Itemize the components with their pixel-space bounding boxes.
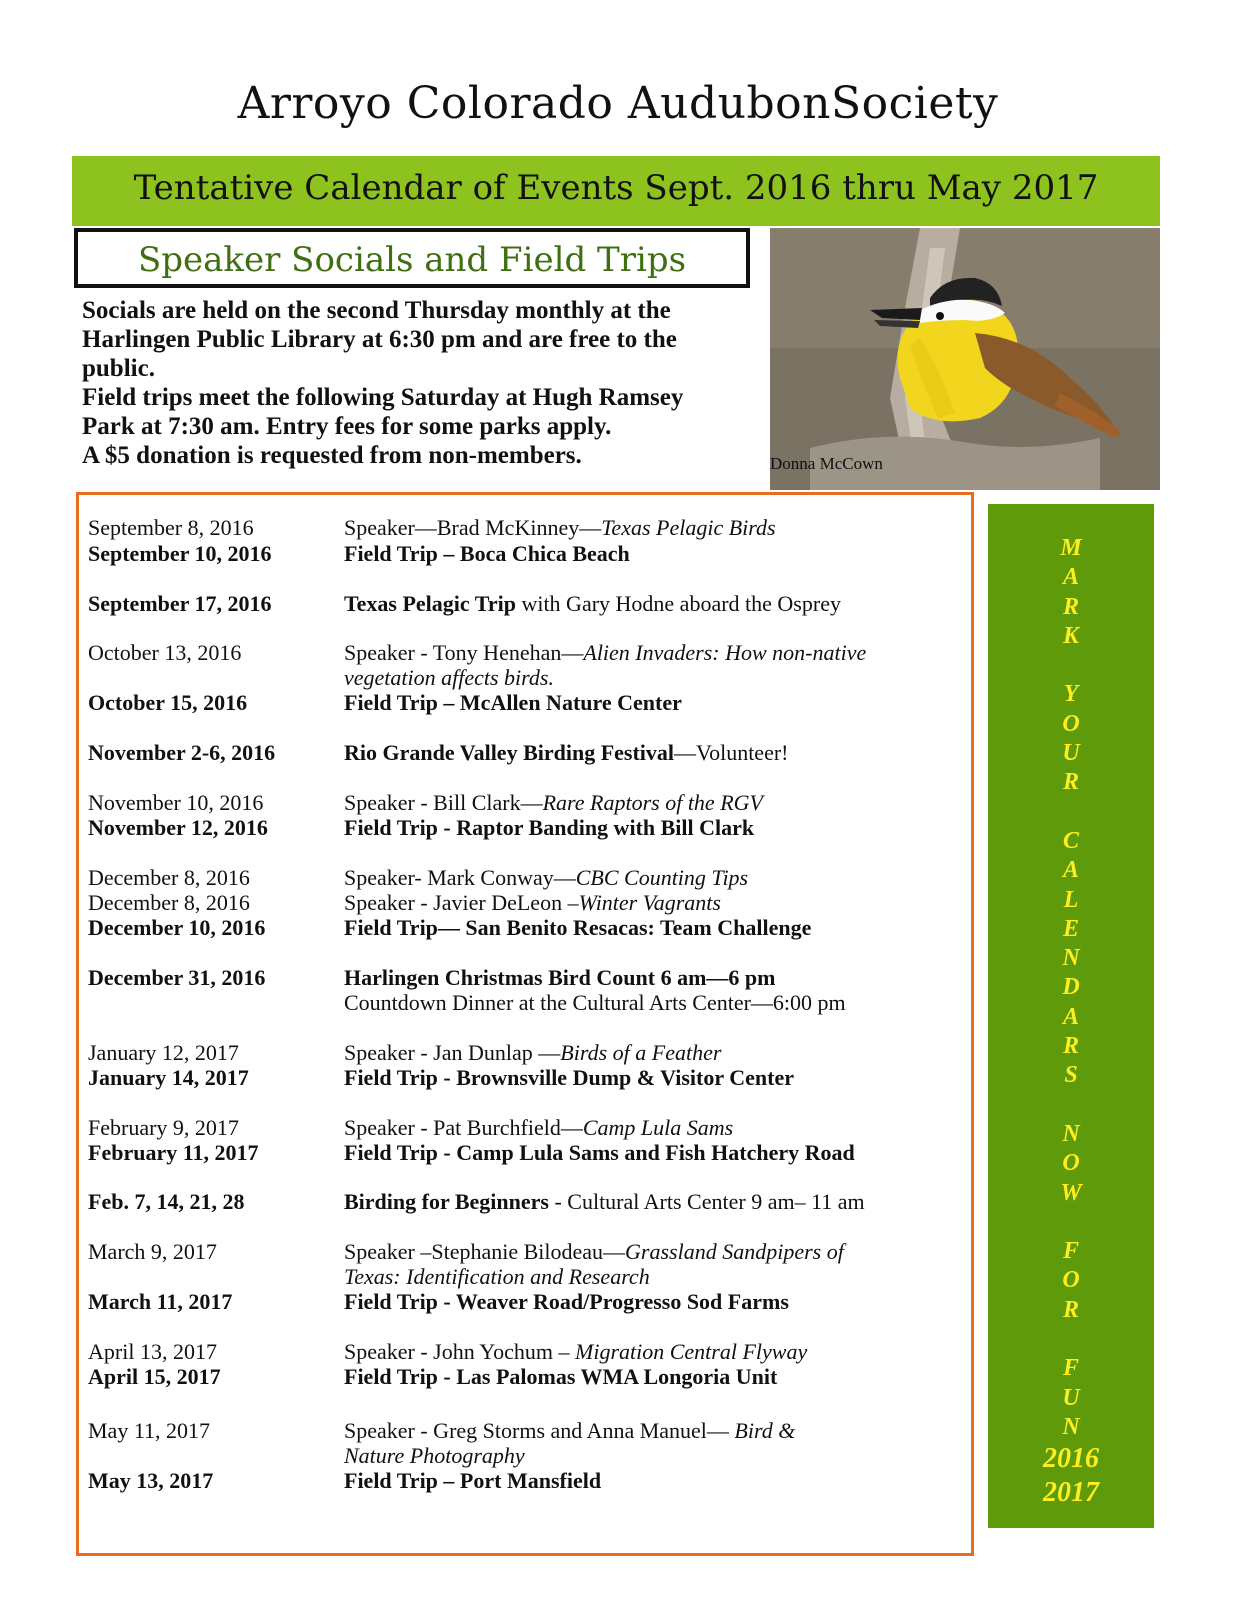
speaker-name: Speaker - Javier DeLeon – — [344, 890, 579, 915]
section-title-box — [74, 228, 750, 288]
sidebar-letter: O — [1062, 710, 1080, 737]
talk-title: Camp Lula Sams — [582, 1115, 734, 1140]
sidebar-spacer — [988, 651, 1154, 680]
sidebar-spacer — [988, 1091, 1154, 1120]
sidebar-letter: Y — [1063, 681, 1079, 708]
event-description: Field Trip - Camp Lula Sams and Fish Hatchery Road — [344, 1140, 855, 1165]
speaker-name: Speaker- Mark Conway— — [344, 865, 576, 890]
sidebar-spacer — [988, 1325, 1154, 1354]
intro-line: Park at 7:30 am. Entry fees for some parks apply. — [82, 413, 612, 440]
talk-title-continued: Texas: Identification and Research — [344, 1264, 650, 1289]
event-description — [344, 1115, 733, 1140]
talk-title: Alien Invaders: How non-native — [583, 640, 867, 665]
event-description — [344, 1339, 807, 1364]
event-date: January 14, 2017 — [88, 1065, 249, 1090]
speaker-name: Speaker - John Yochum – — [344, 1339, 575, 1364]
event-description — [344, 890, 721, 915]
event-description: Field Trip - Brownsville Dump & Visitor Center — [344, 1065, 794, 1090]
event-description: Field Trip – McAllen Nature Center — [344, 690, 682, 715]
sidebar-letter: A — [1062, 1003, 1079, 1030]
intro-line: Harlingen Public Library at 6:30 pm and are free to the — [82, 326, 677, 353]
talk-title: Birds of a Feather — [560, 1040, 722, 1065]
sidebar-letter: E — [1062, 915, 1079, 942]
talk-title: Migration Central Flyway — [575, 1339, 808, 1364]
event-date: Feb. 7, 14, 21, 28 — [88, 1189, 245, 1214]
event-date: December 8, 2016 — [88, 865, 250, 890]
sidebar-spacer — [988, 798, 1154, 827]
sidebar-letter: A — [1062, 564, 1079, 591]
event-date: March 11, 2017 — [88, 1289, 233, 1314]
event-date: November 10, 2016 — [88, 790, 264, 815]
sidebar-letter: K — [1062, 622, 1079, 649]
sidebar-letter: R — [1062, 593, 1079, 620]
event-date: December 31, 2016 — [88, 965, 266, 990]
event-date: April 13, 2017 — [88, 1339, 217, 1364]
event-detail: —Volunteer! — [674, 740, 789, 765]
event-date: January 12, 2017 — [88, 1040, 239, 1065]
event-detail: Countdown Dinner at the Cultural Arts Center—6:00 pm — [344, 990, 846, 1015]
speaker-name: Speaker –Stephanie Bilodeau— — [344, 1239, 626, 1264]
sidebar-letter: M — [1060, 535, 1082, 561]
sidebar-vertical-text — [988, 534, 1154, 1442]
event-description — [344, 1040, 721, 1065]
event-description: Field Trip - Weaver Road/Progresso Sod Farms — [344, 1289, 789, 1314]
event-date: November 12, 2016 — [88, 815, 268, 840]
intro-line: public. — [82, 355, 155, 382]
sidebar-letter: A — [1062, 857, 1079, 884]
talk-title: Winter Vagrants — [578, 890, 721, 915]
sidebar-letter: N — [1062, 945, 1080, 972]
event-name: Texas Pelagic Trip — [344, 591, 516, 616]
event-description — [344, 1418, 795, 1443]
event-name: Rio Grande Valley Birding Festival — [344, 740, 675, 765]
event-detail: with Gary Hodne aboard the Osprey — [515, 591, 841, 616]
speaker-name: Speaker - Greg Storms and Anna Manuel— — [344, 1418, 735, 1443]
event-date: October 15, 2016 — [88, 690, 248, 715]
sidebar-years — [988, 1442, 1154, 1510]
intro-line: Socials are held on the second Thursday monthly at the — [82, 297, 671, 324]
event-description: Harlingen Christmas Bird Count 6 am—6 pm — [344, 965, 776, 990]
event-date: May 13, 2017 — [88, 1468, 214, 1493]
event-date: December 8, 2016 — [88, 890, 250, 915]
banner-text: Tentative Calendar of Events Sept. 2016 thru May 2017 — [133, 168, 1099, 208]
sidebar-letter: N — [1062, 1413, 1080, 1440]
mark-calendars-sidebar — [988, 504, 1154, 1528]
speaker-name: Speaker - Pat Burchfield— — [344, 1115, 583, 1140]
event-date: October 13, 2016 — [88, 640, 242, 665]
sidebar-letter: D — [1062, 974, 1080, 1001]
event-date: February 11, 2017 — [88, 1140, 259, 1165]
calendar-banner — [72, 156, 1160, 226]
speaker-name: Speaker - Bill Clark— — [344, 790, 543, 815]
sidebar-spacer — [988, 1208, 1154, 1237]
organization-title: Arroyo Colorado AudubonSociety — [237, 78, 999, 129]
sidebar-letter: R — [1062, 1296, 1079, 1323]
event-date: April 15, 2017 — [88, 1364, 221, 1389]
event-date: September 10, 2016 — [88, 541, 272, 566]
sidebar-letter: O — [1062, 1150, 1080, 1177]
speaker-name: Speaker—Brad McKinney— — [344, 515, 602, 540]
event-description — [344, 1189, 865, 1214]
sidebar-letter: L — [1063, 886, 1079, 913]
photo-credit: Donna McCown — [770, 454, 883, 473]
talk-title: Bird & — [734, 1418, 796, 1443]
event-description — [344, 640, 866, 665]
sidebar-year: 2017 — [1043, 1477, 1099, 1508]
section-title: Speaker Socials and Field Trips — [137, 240, 687, 280]
event-date: May 11, 2017 — [88, 1418, 211, 1443]
speaker-name: Speaker - Jan Dunlap — — [344, 1040, 561, 1065]
talk-title-continued: Nature Photography — [344, 1443, 525, 1468]
event-description: Field Trip - Las Palomas WMA Longoria Unit — [344, 1364, 778, 1389]
kiskadee-photo — [770, 228, 1160, 490]
talk-title: Rare Raptors of the RGV — [542, 790, 763, 815]
speaker-name: Speaker - Tony Henehan— — [344, 640, 584, 665]
sidebar-letter: O — [1062, 1267, 1080, 1294]
talk-title: Grassland Sandpipers of — [625, 1239, 844, 1264]
sidebar-letter: S — [1064, 1062, 1078, 1089]
event-description: Field Trip— San Benito Resacas: Team Challenge — [344, 915, 812, 940]
sidebar-letter: R — [1062, 769, 1079, 796]
bird-illustration — [770, 228, 1160, 490]
sidebar-letter: R — [1062, 1033, 1079, 1060]
event-description — [344, 1239, 844, 1264]
sidebar-letter: W — [1060, 1179, 1082, 1206]
sidebar-letter: U — [1062, 740, 1080, 767]
sidebar-letter: C — [1062, 827, 1079, 854]
sidebar-letter: U — [1062, 1384, 1080, 1411]
intro-line: A $5 donation is requested from non-members. — [82, 442, 582, 469]
event-name: Birding for Beginners — [344, 1189, 549, 1214]
event-description: Field Trip - Raptor Banding with Bill Clark — [344, 815, 755, 840]
event-description — [344, 740, 789, 765]
event-description — [344, 515, 776, 540]
event-description: Field Trip – Boca Chica Beach — [344, 541, 630, 566]
talk-title: Texas Pelagic Birds — [601, 515, 776, 540]
event-description — [344, 790, 763, 815]
event-date: February 9, 2017 — [88, 1115, 239, 1140]
event-date: September 8, 2016 — [88, 515, 254, 540]
event-date: September 17, 2016 — [88, 591, 272, 616]
event-date: March 9, 2017 — [88, 1239, 217, 1264]
event-description: Field Trip – Port Mansfield — [344, 1468, 602, 1493]
talk-title-continued: vegetation affects birds. — [344, 665, 554, 690]
sidebar-letter: N — [1062, 1120, 1080, 1147]
event-description — [344, 591, 841, 616]
event-description — [344, 865, 748, 890]
sidebar-letter: F — [1062, 1238, 1079, 1265]
intro-paragraph — [82, 296, 762, 470]
event-date: November 2-6, 2016 — [88, 740, 276, 765]
sidebar-year: 2016 — [1043, 1443, 1099, 1474]
intro-line: Field trips meet the following Saturday at Hugh Ramsey — [82, 384, 684, 411]
event-date: December 10, 2016 — [88, 915, 266, 940]
sidebar-letter: F — [1062, 1355, 1079, 1382]
talk-title: CBC Counting Tips — [575, 865, 749, 890]
event-detail: - Cultural Arts Center 9 am– 11 am — [548, 1189, 865, 1214]
